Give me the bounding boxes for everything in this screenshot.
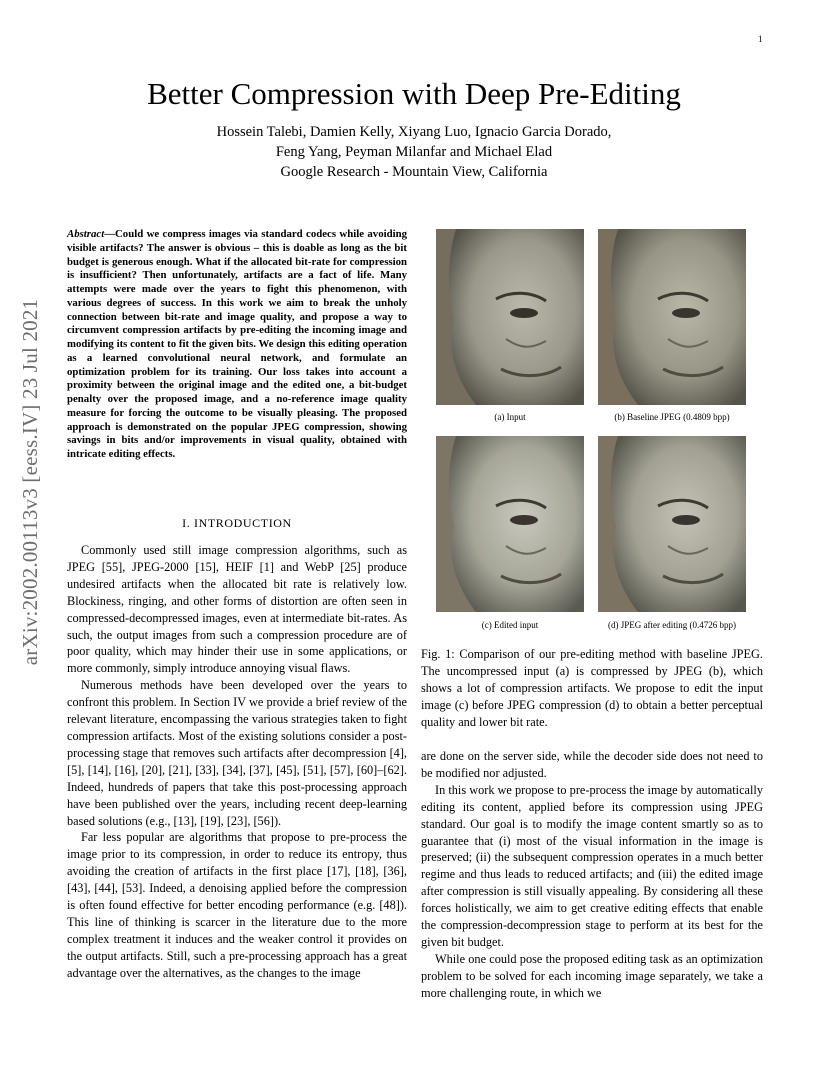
subcaption-b: (b) Baseline JPEG (0.4809 bpp) <box>614 412 730 422</box>
paper-title: Better Compression with Deep Pre-Editing <box>147 76 681 111</box>
section-heading-introduction: I. INTRODUCTION <box>182 516 292 530</box>
figure-image-jpeg-after-editing <box>598 436 746 612</box>
paragraph: Far less popular are algorithms that propose to pre-process the image prior to its compression, in order to reduce its entropy, thus avoiding the creation of artifacts in the first place [17], [18], [36], [43], [44], [53]. Indeed, a denoising applied before the compression is often found effective for better encoding performance (e.g. [48]). This line of thinking is scarcer in the literature due to the more complex treatment it induces and the weaker control it provides on the output artifacts. Still, such a pre-processing approach has a great advantage over the alternatives, as the changes to the image <box>67 830 407 980</box>
figure-image-baseline-jpeg <box>598 229 746 405</box>
paragraph: Numerous methods have been developed over the years to confront this problem. In Section IV we provide a brief review of the relevant literature, encompassing the various strategies taken to fight compression artifacts. Most of the existing solutions consider a post-processing stage that removes such artifacts after decompression [4], [5], [14], [16], [20], [21], [33], [34], [37], [45], [51], [57], [60]–[62]. Indeed, hundreds of papers that take this post-processing approach have been published over the years, including recent deep-learning based solutions (e.g., [13], [19], [23], [56]). <box>67 678 407 828</box>
abstract <box>67 228 407 462</box>
abstract-text: —Could we compress images via standard codecs while avoiding visible artifacts? The answer is obvious – this is doable as long as the bit budget is generous enough. What if the allocated bit-rate for compression is insufficient? Then unfortunately, artifacts are a fact of life. Many attempts were made over the years to fight this phenomenon, with various degrees of success. In this work we aim to break the unholy connection between bit-rate and image quality, and propose a way to circumvent compression artifacts by pre-editing the incoming image and modifying its content to fit the given bits. We design this editing operation as a learned convolutional neural network, and formulate an optimization problem for its training. Our loss takes into account a proximity between the original image and the edited one, a bit-budget penalty over the proposed image, and a no-reference image quality measure for forcing the outcome to be visually pleasing. The proposed approach is demonstrated on the popular JPEG compression, showing savings in bits and/or improvements in visual quality, obtained with intricate editing effects. <box>67 228 407 460</box>
page-number: 1 <box>758 34 763 44</box>
figure-image-input <box>436 229 584 405</box>
figure-image-edited-input <box>436 436 584 612</box>
paragraph: are done on the server side, while the decoder side does not need to be modified nor adjusted. <box>421 749 763 780</box>
subcaption-a: (a) Input <box>494 412 526 422</box>
introduction-body <box>67 542 407 982</box>
subcaption-d: (d) JPEG after editing (0.4726 bpp) <box>608 620 736 630</box>
paragraph: While one could pose the proposed editing task as an optimization problem to be solved for each incoming image separately, we take a more challenging route, in which we <box>421 951 763 1000</box>
author-line: Feng Yang, Peyman Milanfar and Michael Elad <box>275 144 553 160</box>
paragraph: Commonly used still image compression algorithms, such as JPEG [55], JPEG-2000 [15], HEIF [1] and WebP [25] produce undesired artifacts when the allocated bit rate is relatively low. Blockiness, ringing, and other forms of distortion are often seen in compressed-decompressed images, even at intermediate bit-rates. As such, the output images from such a compression procedure are of poor quality, which may hinder their use in some applications, or more commonly, simply introduce annoying visual flaws. <box>67 543 407 676</box>
subcaption-c: (c) Edited input <box>481 620 539 630</box>
arxiv-identifier: arXiv:2002.00113v3 [eess.IV] 23 Jul 2021 <box>18 298 42 666</box>
author-block <box>0 122 828 182</box>
author-line: Hossein Talebi, Damien Kelly, Xiyang Luo, Ignacio Garcia Dorado, <box>216 124 612 140</box>
affiliation: Google Research - Mountain View, California <box>280 164 548 180</box>
right-column-body <box>421 748 763 1002</box>
abstract-label: Abstract <box>67 228 105 240</box>
figure-caption: Fig. 1: Comparison of our pre-editing method with baseline JPEG. The uncompressed input (a) is compressed by JPEG (b), which shows a lot of compression artifacts. We propose to edit the input image (c) before JPEG compression (d) to obtain a better perceptual quality and lower bit rate. <box>421 647 763 729</box>
paragraph: In this work we propose to pre-process the image by automatically editing its content, applied before its compression using JPEG standard. Our goal is to modify the image content smartly so as to guarantee that (i) most of the visual information in the image is preserved; (ii) the subsequent compression operates in a much better regime and thus leads to reduced artifacts; and (iii) the edited image after compression is still visually appealing. By considering all these forces holistically, we aim to get creative editing effects that enable the compression-decompression stage to perform at its best for the given bit budget. <box>421 782 763 949</box>
